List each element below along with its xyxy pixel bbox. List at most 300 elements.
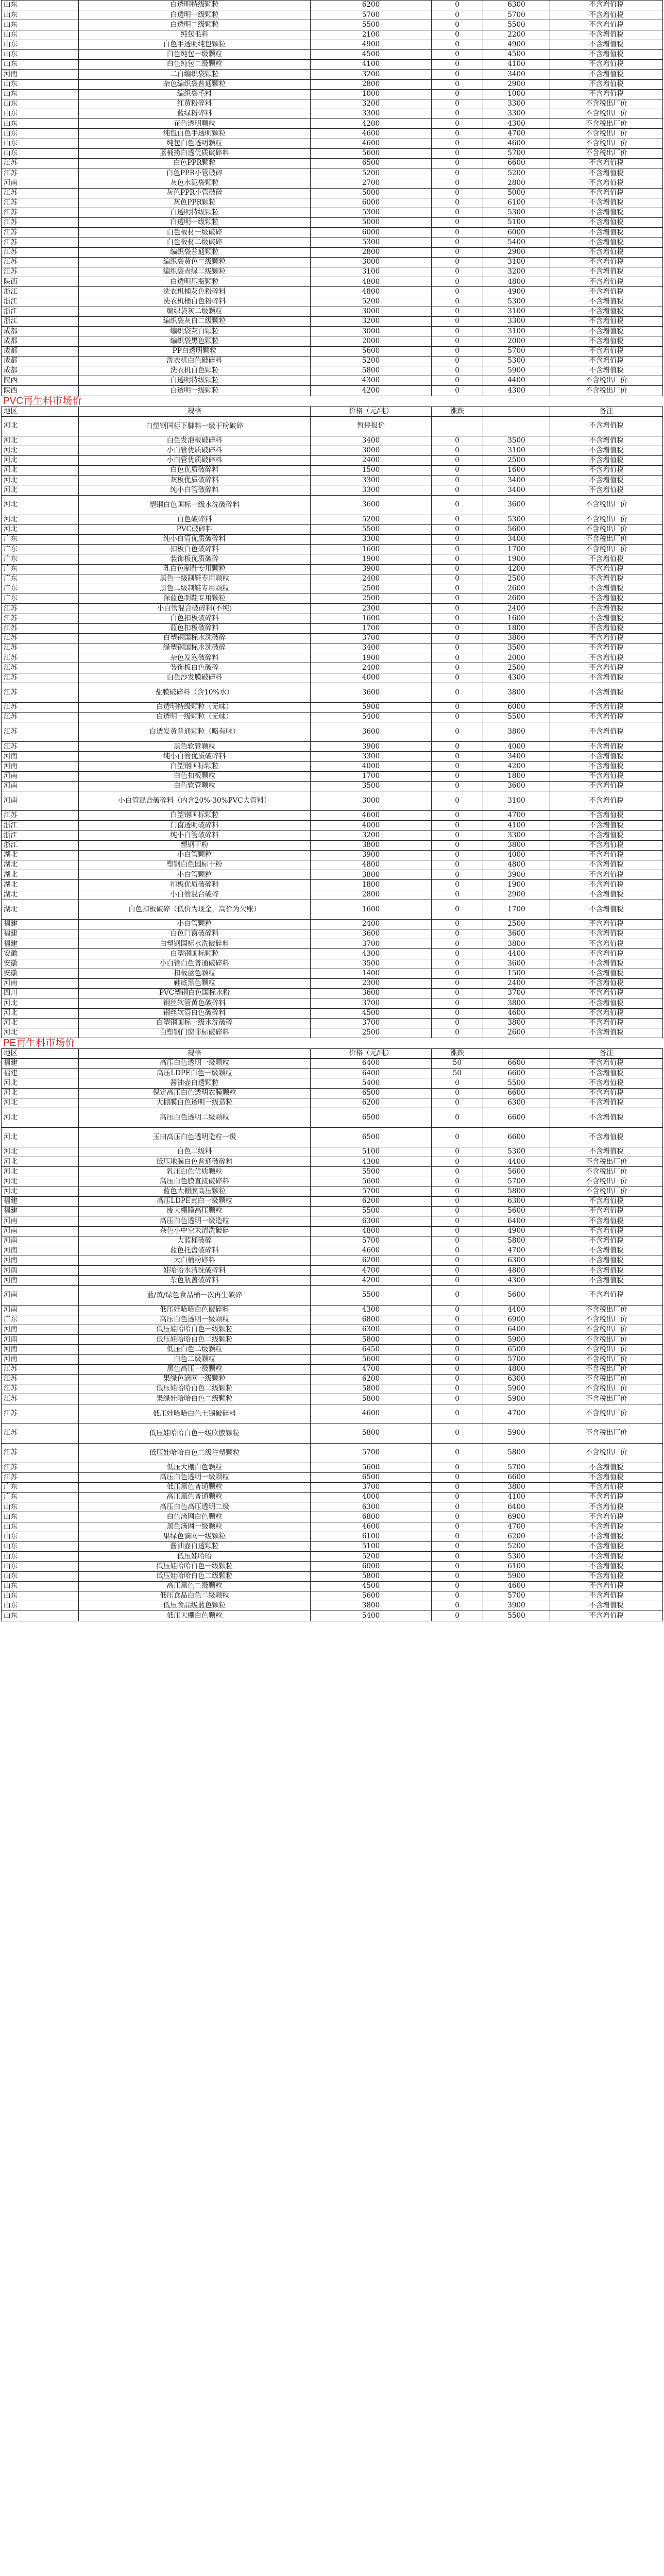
table-row	[2, 978, 663, 988]
cell-b: 1800	[483, 623, 550, 633]
cell-n: 白色扣板破碎（低价为现金，高价为欠账）	[79, 900, 311, 919]
cell-b: 5800	[483, 1443, 550, 1463]
table-row	[2, 346, 663, 356]
cell-n: 洗衣机桶灰色粉碎料	[79, 287, 311, 297]
table-row	[2, 495, 663, 515]
cell-c: 0	[432, 376, 483, 386]
cell-n: 大棚膜白色透明一级造粒	[79, 1098, 311, 1108]
cell-r: 浙江	[2, 831, 79, 840]
cell-c: 0	[432, 840, 483, 850]
cell-p: 3900	[311, 564, 432, 574]
table-row	[2, 30, 663, 40]
cell-n: 装饰板白色破碎	[79, 663, 311, 673]
cell-b: 6900	[483, 1315, 550, 1325]
cell-r: 河南	[2, 1345, 79, 1354]
table-row	[2, 1276, 663, 1285]
cell-r: 河北	[2, 1128, 79, 1147]
cell-b: 3100	[483, 327, 550, 336]
cell-r: 江苏	[2, 1364, 79, 1374]
cell-c: 0	[432, 1108, 483, 1128]
cell-b: 6600	[483, 1128, 550, 1147]
cell-b: 3800	[483, 998, 550, 1008]
table-row	[2, 168, 663, 178]
cell-n: 高压白色透明一级颗粒	[79, 1315, 311, 1325]
table-row	[2, 476, 663, 485]
cell-p: 6800	[311, 1315, 432, 1325]
cell-c: 0	[432, 969, 483, 978]
cell-n: 纯小白管破碎料	[79, 485, 311, 495]
cell-p: 5000	[311, 218, 432, 228]
cell-n: 保定高压白色透明农膜颗粒	[79, 1088, 311, 1098]
cell-b: 3400	[483, 485, 550, 495]
table-row	[2, 989, 663, 998]
cell-t: 不含增值税	[550, 604, 663, 614]
cell-t: 不含增值税	[550, 1601, 663, 1611]
cell-r: 山东	[2, 49, 79, 59]
cell-b: 3400	[483, 476, 550, 485]
cell-b: 6600	[483, 1059, 550, 1069]
cell-t: 不含增值税	[550, 998, 663, 1008]
table-row	[2, 60, 663, 70]
cell-n: 低压娃哈哈白色一级颗粒	[79, 1325, 311, 1335]
table-row	[2, 1008, 663, 1018]
cell-r: 山东	[2, 1591, 79, 1601]
cell-p: 6000	[311, 228, 432, 238]
header-cell-t: 备注	[550, 1049, 663, 1059]
cell-c: 0	[432, 188, 483, 198]
cell-b: 1700	[483, 545, 550, 554]
cell-c: 0	[432, 1305, 483, 1315]
cell-r: 广东	[2, 1493, 79, 1502]
cell-n: 低压娃哈哈白色二级注塑颗粒	[79, 1443, 311, 1463]
cell-p: 4600	[311, 139, 432, 148]
cell-c: 0	[432, 1167, 483, 1177]
table-row	[2, 49, 663, 59]
cell-t: 不含增值税	[550, 70, 663, 79]
cell-c: 0	[432, 880, 483, 890]
cell-b: 4000	[483, 850, 550, 860]
cell-n: 杂色小中空未清洗破碎	[79, 1226, 311, 1236]
cell-c: 0	[432, 1374, 483, 1384]
table-row	[2, 1187, 663, 1196]
cell-c: 0	[432, 1562, 483, 1571]
cell-n: 白色手透明纯包颗粒	[79, 40, 311, 49]
table-row	[2, 594, 663, 604]
cell-t: 不含税出厂价	[550, 1384, 663, 1394]
cell-n: 高压黑色二级颗粒	[79, 1581, 311, 1591]
header-cell-r: 地区	[2, 1049, 79, 1059]
cell-t: 不含增值税	[550, 60, 663, 70]
cell-c: 0	[432, 1364, 483, 1374]
cell-p: 2300	[311, 604, 432, 614]
cell-n: 白透明一级颗粒	[79, 386, 311, 396]
cell-c: 0	[432, 317, 483, 327]
cell-n: 钢丝软管白色破碎料	[79, 1008, 311, 1018]
price-sheet	[1, 0, 662, 1621]
cell-b: 2600	[483, 584, 550, 594]
table-row	[2, 1246, 663, 1256]
cell-n: 乳压白色优质颗粒	[79, 1167, 311, 1177]
cell-p: 3600	[311, 722, 432, 742]
cell-r: 江苏	[2, 1463, 79, 1472]
cell-t: 不含增值税	[550, 614, 663, 623]
cell-b: 4100	[483, 1493, 550, 1502]
cell-n: 低压娃哈哈	[79, 1552, 311, 1562]
cell-b: 3800	[483, 722, 550, 742]
cell-c	[432, 416, 483, 436]
cell-n: 低压娃哈哈白色破碎料	[79, 1305, 311, 1315]
cell-r: 湖北	[2, 870, 79, 880]
cell-r: 河南	[2, 1216, 79, 1226]
table-row	[2, 614, 663, 623]
cell-n: 小白管颗粒	[79, 870, 311, 880]
cell-b: 6000	[483, 228, 550, 238]
cell-p: 5500	[311, 1207, 432, 1216]
cell-p: 2400	[311, 574, 432, 584]
table-row	[2, 653, 663, 663]
cell-b: 2800	[483, 178, 550, 188]
cell-p: 4200	[311, 119, 432, 129]
cell-t: 不含增值税	[550, 277, 663, 287]
table-row	[2, 722, 663, 742]
cell-p: 5500	[311, 20, 432, 30]
cell-n: 低压大棚白色颗粒	[79, 1611, 311, 1621]
table-row	[2, 1069, 663, 1078]
table-row	[2, 1098, 663, 1108]
cell-p: 5800	[311, 1384, 432, 1394]
cell-b: 3100	[483, 791, 550, 811]
cell-p: 2800	[311, 247, 432, 257]
cell-t: 不含增值税	[550, 574, 663, 584]
table-row	[2, 436, 663, 446]
cell-b: 5800	[483, 1236, 550, 1246]
cell-r: 成都	[2, 366, 79, 376]
cell-t: 不含增值税	[550, 1128, 663, 1147]
cell-n: 玉田高压白色透明造粒一级	[79, 1128, 311, 1147]
cell-c: 0	[432, 1256, 483, 1266]
cell-n: 纯包白色透明颗粒	[79, 139, 311, 148]
cell-p: 4700	[311, 1266, 432, 1276]
cell-b: 3600	[483, 781, 550, 791]
cell-b: 5100	[483, 218, 550, 228]
cell-t: 不含增值税	[550, 929, 663, 939]
cell-t: 不含税出厂价	[550, 524, 663, 534]
cell-p: 2000	[311, 336, 432, 346]
cell-p: 1400	[311, 969, 432, 978]
cell-n: 扣板优质破碎料	[79, 880, 311, 890]
cell-r: 河北	[2, 1028, 79, 1038]
cell-p: 5900	[311, 702, 432, 712]
cell-t: 不含税出厂价	[550, 1305, 663, 1315]
cell-p: 3800	[311, 870, 432, 880]
cell-t: 不含增值税	[550, 1581, 663, 1591]
cell-p: 3300	[311, 109, 432, 119]
table-row	[2, 564, 663, 574]
pe-section-title: PE再生料市场价	[3, 1038, 75, 1049]
header-cell-c: 涨跌	[432, 406, 483, 416]
table-row	[2, 376, 663, 386]
cell-c: 0	[432, 307, 483, 316]
cell-b: 4700	[483, 1522, 550, 1532]
cell-b: 5500	[483, 1078, 550, 1088]
cell-t: 不含增值税	[550, 178, 663, 188]
cell-n: 白塑钢国标水洗破碎	[79, 633, 311, 643]
cell-c: 0	[432, 1345, 483, 1354]
cell-c: 0	[432, 633, 483, 643]
cell-p: 6200	[311, 1, 432, 10]
table-row	[2, 969, 663, 978]
table-row	[2, 1601, 663, 1611]
cell-r: 浙江	[2, 307, 79, 316]
cell-n: 低压娃哈哈白色二级颗粒	[79, 1335, 311, 1345]
table-row	[2, 949, 663, 959]
cell-p: 6000	[311, 1562, 432, 1571]
cell-p: 2300	[311, 978, 432, 988]
cell-b: 3300	[483, 831, 550, 840]
table-row	[2, 485, 663, 495]
cell-b: 4600	[483, 1581, 550, 1591]
cell-r: 河北	[2, 1108, 79, 1128]
cell-r: 江苏	[2, 1404, 79, 1423]
cell-n: 鞋底黑色颗粒	[79, 978, 311, 988]
table-row	[2, 218, 663, 228]
cell-r: 河南	[2, 791, 79, 811]
cell-t: 不含增值税	[550, 267, 663, 277]
cell-r: 山东	[2, 1571, 79, 1581]
cell-p: 3400	[311, 436, 432, 446]
cell-p: 3900	[311, 742, 432, 752]
cell-r: 山东	[2, 1522, 79, 1532]
cell-p: 1600	[311, 545, 432, 554]
cell-t: 不含增值税	[550, 890, 663, 900]
cell-r: 山东	[2, 1601, 79, 1611]
cell-r: 四川	[2, 989, 79, 998]
table-row	[2, 287, 663, 297]
table-row	[2, 633, 663, 643]
cell-r: 江苏	[2, 702, 79, 712]
cell-c: 0	[432, 1581, 483, 1591]
cell-t: 不含增值税	[550, 1532, 663, 1541]
cell-p: 5800	[311, 1394, 432, 1404]
cell-b: 3300	[483, 99, 550, 109]
cell-p: 5100	[311, 1542, 432, 1552]
cell-p: 4500	[311, 1581, 432, 1591]
cell-b: 3500	[483, 436, 550, 446]
cell-t: 不含增值税	[550, 247, 663, 257]
cell-p: 4300	[311, 1305, 432, 1315]
cell-p: 2100	[311, 30, 432, 40]
cell-c: 0	[432, 1246, 483, 1256]
cell-p: 6400	[311, 1069, 432, 1078]
cell-b: 4800	[483, 860, 550, 870]
cell-t: 不含增值税	[550, 455, 663, 465]
cell-n: 白塑钢国标水洗破碎料	[79, 939, 311, 949]
cell-p: 1700	[311, 771, 432, 781]
cell-n: 编织袋黄色二级颗粒	[79, 257, 311, 267]
cell-b: 5500	[483, 713, 550, 722]
cell-r: 江苏	[2, 228, 79, 238]
cell-b: 3800	[483, 1018, 550, 1028]
cell-t: 不含税出厂价	[550, 1404, 663, 1423]
cell-b: 4300	[483, 673, 550, 683]
cell-p: 4300	[311, 376, 432, 386]
cell-c: 0	[432, 1394, 483, 1404]
cell-t: 不含增值税	[550, 1611, 663, 1621]
cell-b: 4600	[483, 139, 550, 148]
table-row	[2, 1059, 663, 1069]
cell-c: 0	[432, 771, 483, 781]
table-row	[2, 1522, 663, 1532]
table-row	[2, 752, 663, 761]
table-row	[2, 1472, 663, 1482]
cell-t: 不含增值税	[550, 969, 663, 978]
cell-t: 不含税出厂价	[550, 386, 663, 396]
cell-r: 山东	[2, 20, 79, 30]
cell-b: 4700	[483, 1246, 550, 1256]
cell-r: 河南	[2, 781, 79, 791]
cell-n: 高压白色透明一级颗粒	[79, 1059, 311, 1069]
cell-n: 白透发黄普通颗粒（略有味）	[79, 722, 311, 742]
table-row	[2, 1315, 663, 1325]
cell-b: 3800	[483, 633, 550, 643]
cell-b: 4000	[483, 742, 550, 752]
cell-c: 0	[432, 614, 483, 623]
cell-t: 不含增值税	[550, 722, 663, 742]
cell-b: 6400	[483, 1216, 550, 1226]
cell-n: 白透明特级颗粒	[79, 376, 311, 386]
cell-c: 0	[432, 1157, 483, 1167]
cell-b: 2500	[483, 574, 550, 584]
cell-r: 山东	[2, 79, 79, 89]
cell-r: 河北	[2, 495, 79, 515]
cell-r: 山东	[2, 119, 79, 129]
cell-c: 0	[432, 277, 483, 287]
cell-t: 不含税出厂价	[550, 545, 663, 554]
cell-r: 河北	[2, 1157, 79, 1167]
cell-c: 0	[432, 1315, 483, 1325]
cell-r: 河南	[2, 1246, 79, 1256]
table-row	[2, 1463, 663, 1472]
cell-p: 6200	[311, 1256, 432, 1266]
cell-r: 江苏	[2, 168, 79, 178]
cell-p: 5200	[311, 356, 432, 366]
cell-p: 5800	[311, 1571, 432, 1581]
cell-t: 不含增值税	[550, 850, 663, 860]
cell-p: 5200	[311, 515, 432, 524]
cell-r: 山东	[2, 99, 79, 109]
cell-n: 低压娃哈哈白色一级吹膜颗粒	[79, 1423, 311, 1443]
cell-t: 不含增值税	[550, 297, 663, 307]
cell-n: 深蓝色制鞋专用颗粒	[79, 594, 311, 604]
cell-c: 0	[432, 1384, 483, 1394]
cell-c: 0	[432, 564, 483, 574]
cell-b: 2600	[483, 1028, 550, 1038]
cell-t: 不含增值税	[550, 257, 663, 267]
cell-t: 不含增值税	[550, 761, 663, 771]
cell-c: 0	[432, 1078, 483, 1088]
cell-b: 3400	[483, 752, 550, 761]
cell-n: 灰色PPR小管破碎	[79, 188, 311, 198]
cell-b: 3800	[483, 683, 550, 702]
cell-t: 不含税出厂价	[550, 1354, 663, 1364]
cell-p: 5800	[311, 366, 432, 376]
cell-c: 0	[432, 287, 483, 297]
cell-c: 0	[432, 791, 483, 811]
cell-t: 不含增值税	[550, 1512, 663, 1522]
cell-t: 不含税出厂价	[550, 376, 663, 386]
cell-p: 3600	[311, 683, 432, 702]
table-row	[2, 10, 663, 20]
cell-r: 山东	[2, 1542, 79, 1552]
table-row	[2, 277, 663, 287]
cell-p: 4700	[311, 1364, 432, 1374]
cell-n: 编织袋灰二级颗粒	[79, 307, 311, 316]
cell-r: 浙江	[2, 840, 79, 850]
cell-r: 广东	[2, 1315, 79, 1325]
cell-c: 0	[432, 515, 483, 524]
cell-b: 6300	[483, 1374, 550, 1384]
cell-r: 广东	[2, 594, 79, 604]
cell-p: 4000	[311, 1493, 432, 1502]
table-row	[2, 1571, 663, 1581]
cell-p: 2800	[311, 79, 432, 89]
cell-b: 5700	[483, 1177, 550, 1187]
cell-p: 6500	[311, 1128, 432, 1147]
cell-c: 0	[432, 70, 483, 79]
cell-b: 5700	[483, 10, 550, 20]
table-row	[2, 297, 663, 307]
table-row	[2, 929, 663, 939]
cell-c: 0	[432, 20, 483, 30]
cell-b: 5300	[483, 1147, 550, 1157]
cell-b: 4700	[483, 811, 550, 821]
cell-b: 4700	[483, 129, 550, 139]
cell-p: 4000	[311, 761, 432, 771]
cell-t: 不含税出厂价	[550, 495, 663, 515]
cell-b: 2200	[483, 30, 550, 40]
cell-r: 江苏	[2, 1423, 79, 1443]
table-row	[2, 1384, 663, 1394]
cell-c: 0	[432, 1128, 483, 1147]
cell-n: 杂色瓶盖破碎料	[79, 1276, 311, 1285]
cell-n: 白塑钢门窗非标破碎料	[79, 1028, 311, 1038]
table-row	[2, 1394, 663, 1404]
cell-t: 不含增值税	[550, 584, 663, 594]
table-row	[2, 554, 663, 564]
table-row	[2, 821, 663, 831]
cell-t: 不含税出厂价	[550, 1187, 663, 1196]
table-row	[2, 761, 663, 771]
cell-p: 3700	[311, 1018, 432, 1028]
table-row	[2, 159, 663, 168]
table-row	[2, 247, 663, 257]
cell-c: 0	[432, 485, 483, 495]
cell-c: 0	[432, 821, 483, 831]
cell-n: 纯小白管优质破碎料	[79, 535, 311, 545]
cell-t: 不含增值税	[550, 10, 663, 20]
cell-p: 3800	[311, 840, 432, 850]
table-row	[2, 643, 663, 653]
cell-p: 6100	[311, 1532, 432, 1541]
cell-r: 山东	[2, 1562, 79, 1571]
cell-n: 编织袋毛料	[79, 89, 311, 99]
cell-c: 0	[432, 939, 483, 949]
cell-n: 小白管优质破碎料	[79, 455, 311, 465]
cell-c: 0	[432, 40, 483, 49]
cell-t: 不含增值税	[550, 939, 663, 949]
cell-t: 不含增值税	[550, 791, 663, 811]
cell-n: 白透明二级颗粒	[79, 20, 311, 30]
